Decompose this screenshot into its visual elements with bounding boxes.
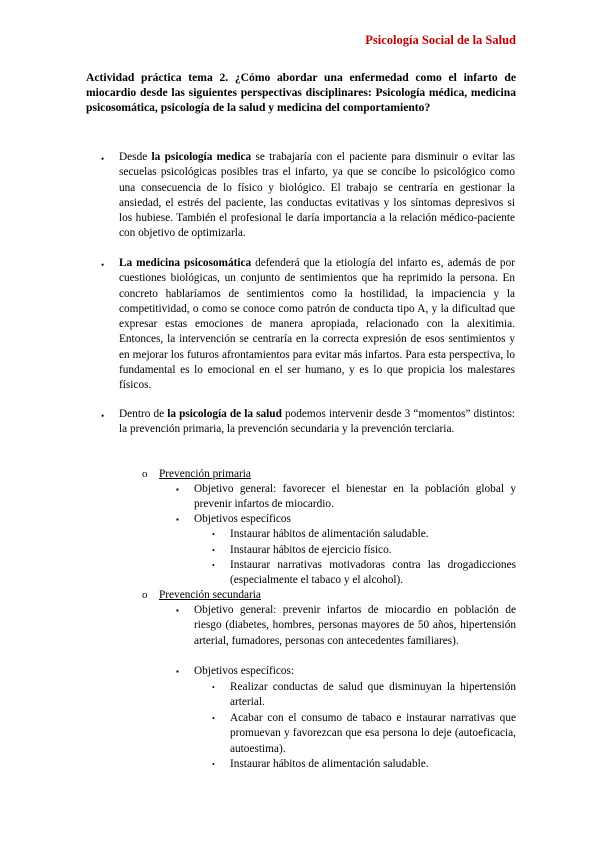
paragraph-psicologia-salud: Dentro de la psicología de la salud podemos intervenir desde 3 “momentos” distintos: la prevención primaria, la prevención secundaria y la prevención terciaria. <box>119 408 515 436</box>
prevencion-secundaria-heading: o Prevención secundaria <box>142 589 261 601</box>
term-psicologia-medica: la psicología medica <box>151 151 252 163</box>
secundaria-objetivo-general: ▪ Objetivo general: prevenir infartos de miocardio en población de riesgo (diabetes, hombres, personas mayores de 50 años, hipertensión arterial, fumadores, personas con antecedentes familiares). <box>176 604 516 647</box>
list-item: • Instaurar hábitos de alimentación saludable. <box>212 758 429 770</box>
term-medicina-psicosomatica: La medicina psicosomática <box>119 257 252 269</box>
list-item: • Acabar con el consumo de tabaco e instaurar narrativas que promuevan y favorezcan que esa persona lo deje (autoeficacia, autoestima). <box>212 712 516 755</box>
primaria-objetivo-general: ▪ Objetivo general: favorecer el bienestar en la población global y prevenir infartos de miocardio. <box>176 483 516 511</box>
course-header: Psicología Social de la Salud <box>365 33 516 47</box>
list-item: • Instaurar narrativas motivadoras contra las drogadicciones (especialmente el tabaco y el alcohol). <box>212 559 516 587</box>
bullet-marker: • <box>101 154 105 164</box>
bullet-marker: • <box>101 411 105 421</box>
bullet-marker: • <box>101 260 105 270</box>
paragraph-medicina-psicosomatica: La medicina psicosomática defenderá que la etiología del infarto es, además de por cuestiones biológicas, un conjunto de sentimientos que ha reprimido la persona. En concreto hablaríamos de sentimientos como la hostilidad, la impaciencia y la competitividad, o como se conoce como patrón de conducta tipo A, y la dificultad que expresar estas emociones de manera apropiada, relacionado con la alexitimia. Entonces, la intervención se centraría en la correcta expresión de esos sentimientos y en mejorar los futuros afrontamientos para evitar más infartos. Para esta perspectiva, lo fundamental es lo emocional en el ser humano, y es lo que propicia los malestares físicos. <box>119 257 515 392</box>
list-item: • Instaurar hábitos de ejercicio físico. <box>212 544 392 556</box>
secundaria-objetivos-especificos: ▪ Objetivos específicos: <box>176 665 295 677</box>
prevencion-primaria-heading: o Prevención primaria <box>142 468 251 480</box>
activity-title: Actividad práctica tema 2. ¿Cómo abordar una enfermedad como el infarto de miocardio desde las siguientes perspectivas disciplinares: Psicología médica, medicina psicosomática, psicología de la salud y medicina del comportamiento? <box>86 71 516 114</box>
list-item: • Realizar conductas de salud que disminuyan la hipertensión arterial. <box>212 681 516 709</box>
term-psicologia-salud: la psicología de la salud <box>167 408 282 420</box>
list-item: • Instaurar hábitos de alimentación saludable. <box>212 528 429 540</box>
primaria-objetivos-especificos: ▪ Objetivos específicos <box>176 513 291 525</box>
paragraph-psicologia-medica: Desde la psicología medica se trabajaría con el paciente para disminuir o evitar las secuelas psicológicas posibles tras el infarto, ya que se concibe lo psicológico como una consecuencia de lo físico y biológico. El trabajo se centraría en gestionar la ansiedad, el estrés del paciente, las conductas evitativas y los síntomas depresivos si los hubiese. También el profesional le daría importancia a la relación médico-paciente con objetivo de optimizarla. <box>119 151 515 240</box>
